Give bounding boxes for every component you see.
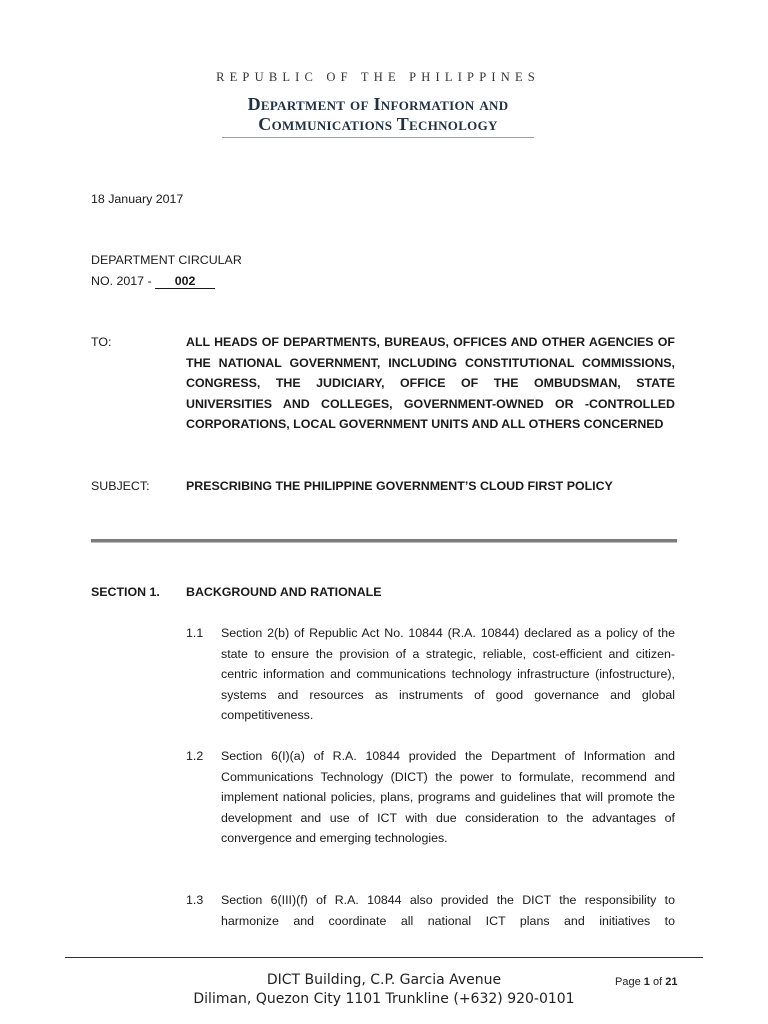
letterhead-dept-line1: Department of Information and [247,94,509,114]
footer-address-line1: DICT Building, C.P. Garcia Avenue [266,972,502,988]
circular-number-prefix: NO. 2017 - [91,274,156,288]
page-word: Page [615,976,641,988]
subject-text: PRESCRIBING THE PHILIPPINE GOVERNMENT’S CLOUD FIRST POLICY [186,479,613,493]
footer-address-line2: Diliman, Quezon City 1101 Trunkline (+632) 920-0101 [193,990,575,1007]
document-date: 18 January 2017 [91,192,184,206]
item-paragraph: Section 6(III)(f) of R.A. 10844 also provided the DICT the responsibility to harmonize and coordinate all national ICT plans and initiatives to [221,893,675,928]
letterhead-department [0,94,756,134]
section1-label: SECTION 1. [91,585,160,599]
to-recipients: ALL HEADS OF DEPARTMENTS, BUREAUS, OFFICES AND OTHER AGENCIES OF THE NATIONAL GOVERNMENT, INCLUDING CONSTITUTIONAL COMMISSIONS, CONGRESS, THE JUDICIARY, OFFICE OF THE OMBUDSMAN, STATE UNIVERSITIES AND COLLEGES, GOVERNMENT-OWNED OR -CONTROLLED CORPORATIONS, LOCAL GOVERNMENT UNITS AND ALL OTHERS CONCERNED [186,335,675,431]
section1-title: BACKGROUND AND RATIONALE [186,585,382,599]
footer-rule [65,957,703,958]
subject-label: SUBJECT: [91,479,150,493]
circular-number-line [91,271,215,292]
page-indicator [615,976,677,988]
circular-label: DEPARTMENT CIRCULAR [91,253,242,267]
section-divider [91,539,677,542]
item-number: 1.1 [186,626,204,640]
letterhead-rule [222,137,534,138]
page-current: 1 [643,976,650,988]
circular-number: 002 [155,274,215,289]
item-paragraph: Section 6(I)(a) of R.A. 10844 provided the Department of Information and Communications Technology (DICT) the power to formulate, recommend and implement national policies, plans, programs and guidelines that will promote the development and use of ICT with due consideration to the advantages of convergence and emerging technologies. [221,749,675,845]
page-of: of [652,976,663,988]
to-label: TO: [91,335,112,349]
letterhead-dept-line2: Communications Technology [258,114,498,134]
page-total: 21 [665,976,678,988]
item-paragraph: Section 2(b) of Republic Act No. 10844 (R.A. 10844) declared as a policy of the state to ensure the provision of a strategic, reliable, cost-efficient and citizen-centric information and communications technology infrastructure (infostructure), systems and resources as instruments of good governance and global competitiveness. [221,626,675,722]
letterhead-republic: REPUBLIC OF THE PHILIPPINES [216,70,540,84]
item-number: 1.2 [186,749,204,763]
item-number: 1.3 [186,893,204,907]
